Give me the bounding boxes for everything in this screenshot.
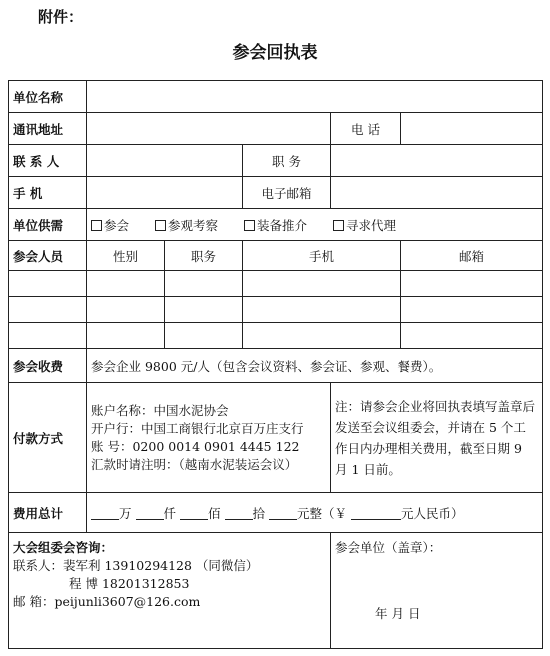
checkbox-icon[interactable] [155,220,166,231]
attendees-header-row [9,241,543,271]
amount-blank[interactable] [225,506,253,520]
account-name: 账户名称：中国水泥协会 [91,402,229,418]
payment-note: 注：请参会企业将回执表填写盖章后发送至会议组委会，并请在 5 个工作日内办理相关费用，截至日期 9 月 1 日前。 [331,383,543,493]
amount-blank[interactable] [91,506,119,520]
phone-label: 电 话 [331,113,401,145]
attendee-row [9,323,543,349]
consult-heading: 大会组委会咨询： [13,540,114,555]
option-agent[interactable]: 寻求代理 [333,218,396,233]
payment-info [87,383,331,493]
bank-name: 开户行：中国工商银行北京百万庄支行 [91,420,304,436]
consult-contact: 联系人：裴军利 13910294128 （同微信） [13,558,259,573]
unit-name-field[interactable] [87,81,543,113]
seal-label: 参会单位（盖章）： [335,540,442,555]
phone-field[interactable] [401,113,543,145]
col-mobile: 手机 [243,241,401,271]
position-field[interactable] [331,145,543,177]
consult-email: 邮 箱：peijunli3607@126.com [13,594,201,609]
fee-row [9,349,543,383]
checkbox-icon[interactable] [333,220,344,231]
total-row [9,493,543,533]
fee-label: 参会收费 [9,349,87,383]
seal-date: 年 月 日 [375,606,421,621]
amount-blank[interactable] [136,506,164,520]
email-field[interactable] [331,177,543,209]
contact-field[interactable] [87,145,243,177]
consult-contact-2: 程 博 18201312853 [69,576,190,591]
address-label: 通讯地址 [9,113,87,145]
account-number: 账 号：0200 0014 0901 4445 122 [91,438,300,454]
consult-block [9,533,331,649]
mobile-label: 手 机 [9,177,87,209]
mobile-row [9,177,543,209]
attendee-row [9,271,543,297]
page-title: 参会回执表 [232,43,318,63]
option-equipment[interactable]: 装备推介 [244,218,307,233]
fee-text: 参会企业 9800 元/人（包含会议资料、参会证、参观、餐费）。 [87,349,543,383]
total-amount: 万 仟 佰 拾 元整（￥ 元人民币） [87,493,543,533]
total-label: 费用总计 [9,493,87,533]
unit-name-label: 单位名称 [9,81,87,113]
payment-label: 付款方式 [9,383,87,493]
registration-form [8,80,543,649]
remittance-note: 汇款时请注明：（越南水泥装运会议） [91,456,298,472]
payment-row [9,383,543,493]
supply-demand-label: 单位供需 [9,209,87,241]
mobile-field[interactable] [87,177,243,209]
amount-blank[interactable] [351,506,401,520]
checkbox-icon[interactable] [91,220,102,231]
email-label: 电子邮箱 [243,177,331,209]
attachment-label: 附件： [38,8,84,26]
option-visit[interactable]: 参观考察 [155,218,218,233]
supply-options [87,209,543,241]
col-email: 邮箱 [401,241,543,271]
address-field[interactable] [87,113,331,145]
col-position: 职务 [165,241,243,271]
attendee-row [9,297,543,323]
option-attend[interactable]: 参会 [91,218,129,233]
address-row [9,113,543,145]
checkbox-icon[interactable] [244,220,255,231]
seal-block [331,533,543,649]
amount-blank[interactable] [269,506,297,520]
contact-label: 联 系 人 [9,145,87,177]
unit-name-row [9,81,543,113]
col-gender: 性别 [87,241,165,271]
position-label: 职 务 [243,145,331,177]
amount-blank[interactable] [180,506,208,520]
contact-row [9,145,543,177]
consult-row [9,533,543,649]
attendees-label: 参会人员 [9,241,87,271]
supply-demand-row [9,209,543,241]
